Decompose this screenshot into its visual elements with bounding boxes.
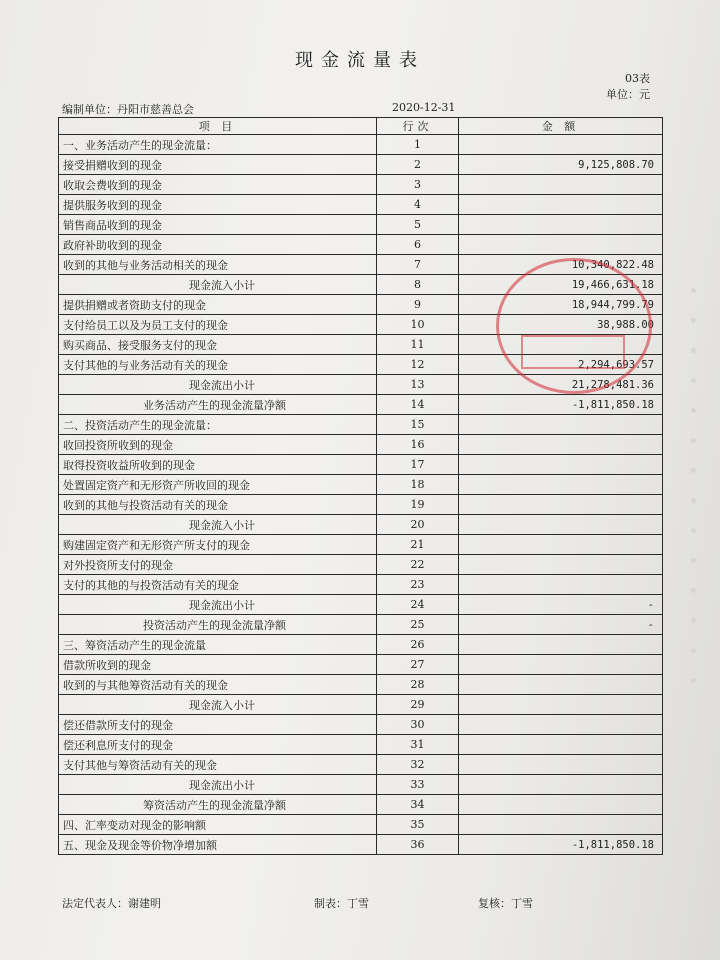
row-amount: 38,988.00	[459, 315, 663, 335]
binding-hole	[691, 288, 696, 293]
table-row	[59, 755, 663, 775]
binding-hole	[691, 498, 696, 503]
row-line-number: 2	[377, 155, 459, 175]
row-line-number: 27	[377, 655, 459, 675]
row-line-number: 14	[377, 395, 459, 415]
row-item: 现金流出小计	[59, 775, 377, 795]
binding-hole	[691, 408, 696, 413]
table-row	[59, 275, 663, 295]
cash-flow-table	[58, 117, 663, 855]
row-line-number: 33	[377, 775, 459, 795]
row-item: 收到的与其他筹资活动有关的现金	[59, 675, 377, 695]
table-row	[59, 255, 663, 275]
table-row	[59, 515, 663, 535]
row-line-number: 13	[377, 375, 459, 395]
table-row	[59, 235, 663, 255]
table-row	[59, 215, 663, 235]
prepared-by: 制表：丁雪	[314, 897, 369, 910]
row-item: 购建固定资产和无形资产所支付的现金	[59, 535, 377, 555]
table-row	[59, 375, 663, 395]
table-row	[59, 475, 663, 495]
row-line-number: 22	[377, 555, 459, 575]
binding-hole	[691, 648, 696, 653]
row-line-number: 16	[377, 435, 459, 455]
row-line-number: 36	[377, 835, 459, 855]
table-row	[59, 155, 663, 175]
table-row	[59, 835, 663, 855]
table-row	[59, 395, 663, 415]
reviewed-by: 复核：丁雪	[478, 897, 533, 910]
row-item: 支付的其他的与投资活动有关的现金	[59, 575, 377, 595]
header-amount: 金 额	[459, 118, 663, 135]
table-row	[59, 295, 663, 315]
row-line-number: 34	[377, 795, 459, 815]
row-line-number: 23	[377, 575, 459, 595]
table-row	[59, 415, 663, 435]
row-item: 现金流入小计	[59, 695, 377, 715]
row-item: 偿还借款所支付的现金	[59, 715, 377, 735]
binding-hole	[691, 378, 696, 383]
row-amount	[459, 195, 663, 215]
row-amount	[459, 555, 663, 575]
row-line-number: 6	[377, 235, 459, 255]
binding-hole	[691, 618, 696, 623]
table-row	[59, 715, 663, 735]
row-line-number: 3	[377, 175, 459, 195]
row-amount	[459, 755, 663, 775]
row-amount	[459, 135, 663, 155]
table-row	[59, 695, 663, 715]
row-amount	[459, 415, 663, 435]
row-amount	[459, 655, 663, 675]
row-line-number: 15	[377, 415, 459, 435]
table-row	[59, 315, 663, 335]
binding-holes	[683, 288, 707, 708]
row-item: 对外投资所支付的现金	[59, 555, 377, 575]
row-amount	[459, 635, 663, 655]
row-amount: 10,340,822.48	[459, 255, 663, 275]
row-item: 四、汇率变动对现金的影响额	[59, 815, 377, 835]
row-amount	[459, 435, 663, 455]
table-row	[59, 575, 663, 595]
row-line-number: 19	[377, 495, 459, 515]
table-row	[59, 615, 663, 635]
row-line-number: 31	[377, 735, 459, 755]
row-item: 收到的其他与业务活动相关的现金	[59, 255, 377, 275]
table-row	[59, 735, 663, 755]
row-amount: 21,278,481.36	[459, 375, 663, 395]
row-amount: -	[459, 615, 663, 635]
row-amount	[459, 735, 663, 755]
row-item: 支付给员工以及为员工支付的现金	[59, 315, 377, 335]
row-item: 销售商品收到的现金	[59, 215, 377, 235]
row-line-number: 1	[377, 135, 459, 155]
row-item: 现金流入小计	[59, 275, 377, 295]
row-amount	[459, 775, 663, 795]
header-item: 项 目	[59, 118, 377, 135]
form-code: 03表	[625, 72, 650, 85]
header-line: 行次	[377, 118, 459, 135]
row-item: 提供服务收到的现金	[59, 195, 377, 215]
table-header-row	[59, 118, 663, 135]
table-row	[59, 595, 663, 615]
row-item: 二、投资活动产生的现金流量：	[59, 415, 377, 435]
row-amount	[459, 455, 663, 475]
binding-hole	[691, 318, 696, 323]
table-row	[59, 655, 663, 675]
table-row	[59, 195, 663, 215]
row-line-number: 8	[377, 275, 459, 295]
row-item: 筹资活动产生的现金流量净额	[59, 795, 377, 815]
row-line-number: 10	[377, 315, 459, 335]
row-amount: -1,811,850.18	[459, 835, 663, 855]
row-line-number: 18	[377, 475, 459, 495]
table-row	[59, 775, 663, 795]
table-row	[59, 555, 663, 575]
row-item: 接受捐赠收到的现金	[59, 155, 377, 175]
row-line-number: 17	[377, 455, 459, 475]
row-item: 提供捐赠或者资助支付的现金	[59, 295, 377, 315]
row-line-number: 24	[377, 595, 459, 615]
row-amount	[459, 815, 663, 835]
table-row	[59, 435, 663, 455]
binding-hole	[691, 438, 696, 443]
row-line-number: 28	[377, 675, 459, 695]
row-line-number: 5	[377, 215, 459, 235]
currency-unit: 单位：元	[606, 88, 650, 101]
row-line-number: 29	[377, 695, 459, 715]
table-row	[59, 355, 663, 375]
row-line-number: 21	[377, 535, 459, 555]
table-row	[59, 135, 663, 155]
row-line-number: 25	[377, 615, 459, 635]
row-item: 业务活动产生的现金流量净额	[59, 395, 377, 415]
table-row	[59, 175, 663, 195]
binding-hole	[691, 468, 696, 473]
row-item: 现金流入小计	[59, 515, 377, 535]
row-amount: 2,294,693.57	[459, 355, 663, 375]
legal-representative: 法定代表人：谢建明	[62, 897, 161, 910]
table-row	[59, 815, 663, 835]
row-line-number: 32	[377, 755, 459, 775]
row-item: 收回投资所收到的现金	[59, 435, 377, 455]
row-amount: 18,944,799.79	[459, 295, 663, 315]
row-amount	[459, 495, 663, 515]
row-amount	[459, 335, 663, 355]
row-amount: 19,466,631.18	[459, 275, 663, 295]
page-title: 现金流量表	[295, 50, 425, 71]
row-item: 投资活动产生的现金流量净额	[59, 615, 377, 635]
row-amount	[459, 715, 663, 735]
row-amount	[459, 795, 663, 815]
row-item: 三、筹资活动产生的现金流量	[59, 635, 377, 655]
row-item: 取得投资收益所收到的现金	[59, 455, 377, 475]
binding-hole	[691, 678, 696, 683]
row-amount	[459, 215, 663, 235]
organization-label: 编制单位：丹阳市慈善总会	[62, 103, 194, 116]
row-line-number: 9	[377, 295, 459, 315]
row-item: 收到的其他与投资活动有关的现金	[59, 495, 377, 515]
table-row	[59, 675, 663, 695]
report-date: 2020-12-31	[392, 101, 456, 114]
binding-hole	[691, 528, 696, 533]
row-item: 现金流出小计	[59, 595, 377, 615]
row-item: 处置固定资产和无形资产所收回的现金	[59, 475, 377, 495]
row-item: 政府补助收到的现金	[59, 235, 377, 255]
table-row	[59, 495, 663, 515]
table-row	[59, 795, 663, 815]
row-amount	[459, 475, 663, 495]
table-row	[59, 635, 663, 655]
row-line-number: 20	[377, 515, 459, 535]
row-item: 偿还利息所支付的现金	[59, 735, 377, 755]
row-line-number: 11	[377, 335, 459, 355]
row-amount	[459, 575, 663, 595]
row-line-number: 4	[377, 195, 459, 215]
table-row	[59, 455, 663, 475]
row-item: 支付其他的与业务活动有关的现金	[59, 355, 377, 375]
row-line-number: 30	[377, 715, 459, 735]
row-amount	[459, 695, 663, 715]
binding-hole	[691, 588, 696, 593]
row-amount	[459, 675, 663, 695]
binding-hole	[691, 558, 696, 563]
row-item: 支付其他与筹资活动有关的现金	[59, 755, 377, 775]
row-line-number: 26	[377, 635, 459, 655]
row-line-number: 7	[377, 255, 459, 275]
row-item: 现金流出小计	[59, 375, 377, 395]
row-amount	[459, 535, 663, 555]
row-item: 借款所收到的现金	[59, 655, 377, 675]
row-amount: 9,125,808.70	[459, 155, 663, 175]
row-line-number: 12	[377, 355, 459, 375]
row-item: 五、现金及现金等价物净增加额	[59, 835, 377, 855]
row-item: 购买商品、接受服务支付的现金	[59, 335, 377, 355]
row-line-number: 35	[377, 815, 459, 835]
binding-hole	[691, 348, 696, 353]
row-item: 收取会费收到的现金	[59, 175, 377, 195]
table-row	[59, 335, 663, 355]
row-item: 一、业务活动产生的现金流量：	[59, 135, 377, 155]
row-amount: -1,811,850.18	[459, 395, 663, 415]
row-amount: -	[459, 595, 663, 615]
row-amount	[459, 515, 663, 535]
row-amount	[459, 235, 663, 255]
table-row	[59, 535, 663, 555]
row-amount	[459, 175, 663, 195]
